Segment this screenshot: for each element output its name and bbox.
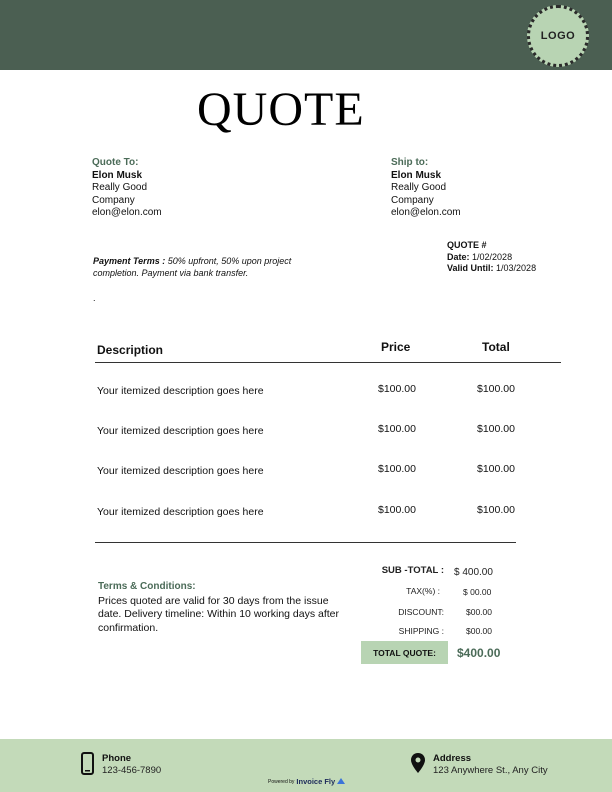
subtotal-value: $ 400.00: [454, 567, 493, 578]
brand-name: Invoice Fly: [296, 777, 336, 786]
row-description: Your itemized description goes here: [97, 425, 264, 437]
quote-to-label: Quote To:: [92, 157, 139, 168]
tax-label: TAX(%) :: [406, 586, 440, 596]
map-pin-icon: [411, 753, 425, 773]
shipping-value: $00.00: [466, 626, 492, 636]
address-label: Address: [433, 753, 472, 764]
quote-number-label: QUOTE #: [447, 240, 487, 250]
terms-label: Terms & Conditions:: [98, 581, 196, 592]
total-quote-value: $400.00: [457, 646, 501, 660]
ship-to-block: [391, 157, 461, 220]
phone-icon: [81, 752, 94, 775]
date-value: 1/02/2028: [472, 251, 513, 262]
quote-to-company-2: Company: [92, 194, 135, 206]
quote-to-name: Elon Musk: [92, 169, 143, 181]
row-total: $100.00: [477, 463, 515, 475]
ship-to-label: Ship to:: [391, 157, 429, 168]
table-bottom-divider: [95, 542, 516, 543]
brand-logo-icon: [337, 778, 345, 785]
valid-until-value: 1/03/2028: [496, 263, 537, 273]
discount-value: $00.00: [466, 607, 492, 617]
row-price: $100.00: [378, 423, 416, 435]
address-value: 123 Anywhere St., Any City: [433, 765, 548, 776]
row-price: $100.00: [378, 504, 416, 516]
quote-to-block: [92, 157, 162, 220]
row-description: Your itemized description goes here: [97, 465, 264, 477]
col-header-price: Price: [381, 340, 411, 354]
payment-terms-label: Payment Terms :: [93, 256, 166, 266]
phone-value: 123-456-7890: [102, 765, 162, 776]
quote-meta: [447, 240, 536, 275]
date-label: Date:: [447, 251, 470, 262]
subtotal-label: SUB -TOTAL :: [381, 565, 444, 576]
phone-label: Phone: [102, 753, 132, 764]
terms-block: [98, 580, 348, 635]
row-description: Your itemized description goes here: [97, 506, 264, 518]
quote-to-company-1: Really Good: [92, 182, 148, 193]
row-price: $100.00: [378, 383, 416, 395]
ship-to-email: elon@elon.com: [391, 207, 461, 218]
valid-until-label: Valid Until:: [447, 263, 494, 273]
row-total: $100.00: [477, 383, 515, 395]
col-header-total: Total: [482, 340, 510, 354]
quote-to-email: elon@elon.com: [92, 207, 162, 218]
shipping-label: SHIPPING :: [398, 626, 444, 636]
logo: LOGO: [527, 5, 589, 67]
header-divider: [95, 362, 561, 363]
payment-terms: [93, 256, 308, 279]
powered-by: [268, 777, 345, 786]
total-quote-label: TOTAL QUOTE:: [361, 641, 448, 664]
row-total: $100.00: [477, 423, 515, 435]
page-title: QUOTE: [197, 83, 365, 136]
discount-label: DISCOUNT:: [398, 607, 444, 617]
powered-by-label: Powered by: [268, 778, 295, 785]
payment-trailing: .: [93, 293, 96, 303]
payment-terms-text: 50% upfront, 50% upon project completion. Payment via bank transfer.: [93, 256, 292, 278]
row-total: $100.00: [477, 504, 515, 516]
ship-to-name: Elon Musk: [391, 169, 442, 181]
ship-to-company-2: Company: [391, 194, 434, 206]
terms-text: Prices quoted are valid for 30 days from the issue date. Delivery timeline: Within 10 working days after confirmation.: [98, 594, 340, 634]
header-band: [0, 0, 612, 70]
row-price: $100.00: [378, 463, 416, 475]
col-header-description: Description: [97, 343, 164, 357]
row-description: Your itemized description goes here: [97, 385, 264, 397]
ship-to-company-1: Really Good: [391, 182, 447, 193]
tax-value: $ 00.00: [463, 587, 492, 597]
